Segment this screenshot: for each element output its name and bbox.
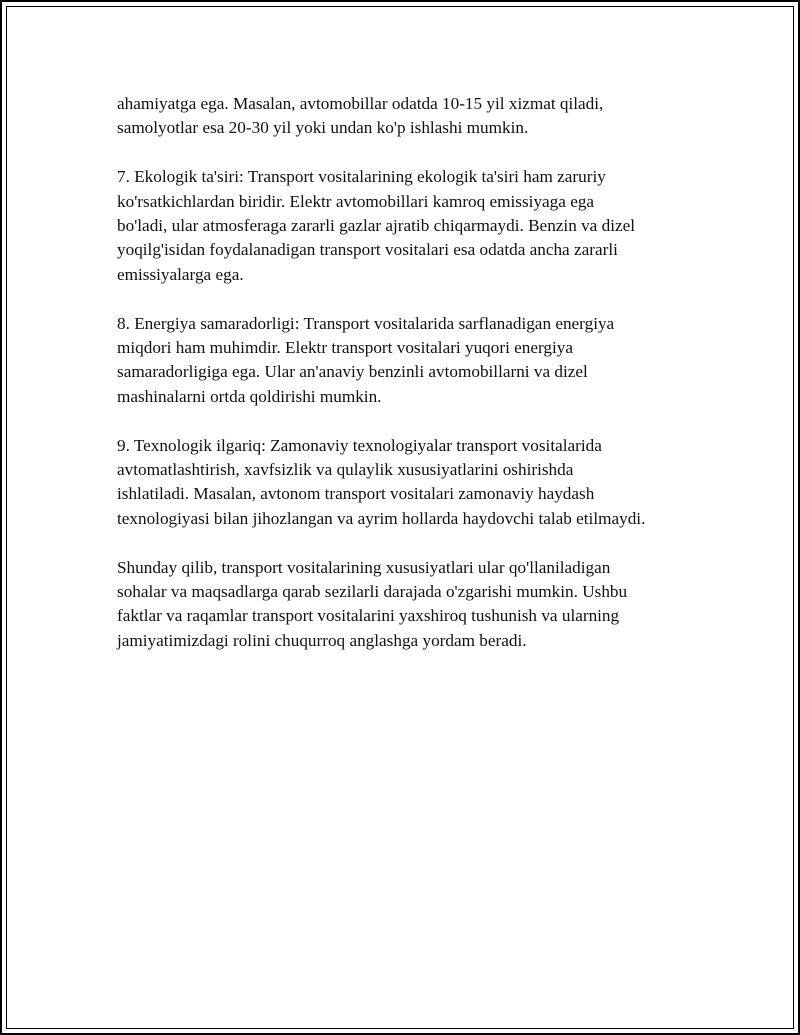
text-line: ahamiyatga ega. Masalan, avtomobillar odatda 10-15 yil xizmat qiladi, bbox=[117, 94, 604, 113]
text-line: miqdori ham muhimdir. Elektr transport vositalari yuqori energiya bbox=[117, 338, 574, 358]
paragraph-conclusion bbox=[117, 556, 697, 654]
text-line: samaradorligiga ega. Ular an'anaviy benzinli avtomobillarni va dizel bbox=[117, 362, 588, 382]
paragraph-ecological-impact bbox=[117, 165, 697, 287]
text-line: mashinalarni ortda qoldirishi mumkin. bbox=[117, 386, 382, 406]
text-line: sohalar va maqsadlarga qarab sezilarli darajada o'zgarishi mumkin. Ushbu bbox=[117, 582, 628, 602]
text-line: 8. Energiya samaradorligi: Transport vositalarida sarflanadigan energiya bbox=[117, 313, 615, 333]
text-line: faktlar va raqamlar transport vositalarini yaxshiroq tushunish va ularning bbox=[117, 606, 620, 626]
document-body bbox=[117, 92, 697, 653]
text-line: 9. Texnologik ilgariq: Zamonaviy texnologiyalar transport vositalarida bbox=[117, 435, 602, 455]
text-line: yoqilg'isidan foydalanadigan transport vositalari esa odatda ancha zararli bbox=[117, 240, 618, 260]
text-line: emissiyalarga ega. bbox=[117, 264, 244, 284]
text-line: 7. Ekologik ta'siri: Transport vositalarining ekologik ta'siri ham zaruriy bbox=[117, 167, 606, 187]
text-line: ko'rsatkichlardan biridir. Elektr avtomobillari kamroq emissiyaga ega bbox=[117, 191, 595, 211]
paragraph-technological-progress bbox=[117, 434, 697, 532]
text-line: samolyotlar esa 20-30 yil yoki undan ko'p ishlashi mumkin. bbox=[117, 118, 529, 138]
text-line: bo'ladi, ular atmosferaga zararli gazlar ajratib chiqarmaydi. Benzin va dizel bbox=[117, 216, 635, 236]
text-line: Shunday qilib, transport vositalarining xususiyatlari ular qo'llaniladigan bbox=[117, 557, 611, 577]
text-line: ishlatiladi. Masalan, avtonom transport vositalari zamonaviy haydash bbox=[117, 484, 595, 504]
text-line: avtomatlashtirish, xavfsizlik va qulaylik xususiyatlarini oshirishda bbox=[117, 460, 574, 480]
paragraph-energy-efficiency bbox=[117, 312, 697, 410]
text-line: texnologiyasi bilan jihozlangan va ayrim hollarda haydovchi talab etilmaydi. bbox=[117, 508, 646, 528]
text-line: jamiyatimizdagi rolini chuqurroq anglashga yordam beradi. bbox=[117, 630, 527, 650]
paragraph-continuation bbox=[117, 92, 697, 141]
